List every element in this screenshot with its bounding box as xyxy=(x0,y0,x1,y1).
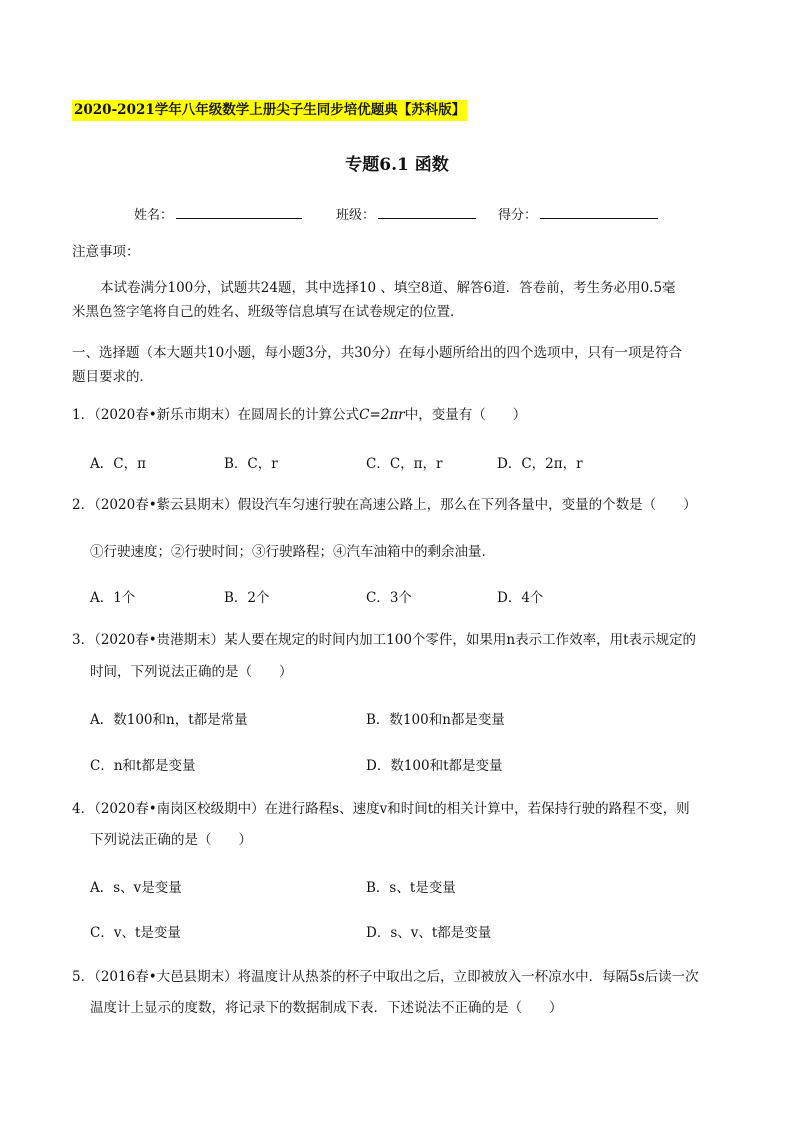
score-blank-line xyxy=(540,218,658,219)
question-1-suffix: 中，变量有（ ） xyxy=(404,407,527,423)
notice-line-2: 米黑色签字笔将自己的姓名、班级等信息填写在试卷规定的位置． xyxy=(72,304,464,320)
section-line-2: 题目要求的． xyxy=(72,369,153,385)
question-3-option-b: B．数100和n都是变量 xyxy=(366,712,505,728)
question-5-stem-line-1: 5．（2016春•大邑县期末）将温度计从热茶的杯子中取出之后，立即被放入一杯凉水中．每隔5s后读一次 xyxy=(72,969,699,985)
question-2-option-b: B．2个 xyxy=(224,590,270,606)
score-label: 得分： xyxy=(498,208,538,223)
question-1-option-d: D．C，2π，r xyxy=(497,456,583,472)
question-4-option-c: C．v、t是变量 xyxy=(90,925,181,941)
question-1-prefix: 1．（2020春•新乐市期末）在圆周长的计算公式 xyxy=(72,407,360,423)
question-3-option-a: A．数100和n，t都是常量 xyxy=(90,712,248,728)
question-1-option-a: A．C，π xyxy=(90,456,146,472)
notice-heading: 注意事项： xyxy=(72,244,140,260)
question-3-option-c: C．n和t都是变量 xyxy=(90,758,196,774)
question-3-option-d: D．数100和t都是变量 xyxy=(366,758,503,774)
class-blank-line xyxy=(378,218,476,219)
question-2-option-c: C．3个 xyxy=(366,590,412,606)
question-4-option-a: A．s、v是变量 xyxy=(90,880,182,896)
question-4-stem-line-1: 4．（2020春•南岗区校级期中）在进行路程s、速度v和时间t的相关计算中，若保持行驶的路程不变，则 xyxy=(72,801,690,817)
question-1-option-c: C．C，π，r xyxy=(366,456,443,472)
question-2-sub: ①行驶速度；②行驶时间；③行驶路程；④汽车油箱中的剩余油量． xyxy=(90,544,495,560)
question-4-option-b: B．s、t是变量 xyxy=(366,880,456,896)
page-title: 专题6.1 函数 xyxy=(345,155,449,175)
name-blank-line xyxy=(176,218,302,219)
question-1-stem xyxy=(72,405,526,425)
notice-line-1: 本试卷满分100分，试题共24题，其中选择10 、填空8道、解答6道．答卷前，考生务必用0.5毫 xyxy=(100,280,676,296)
question-2-option-a: A．1个 xyxy=(90,590,136,606)
question-2-option-d: D．4个 xyxy=(497,590,544,606)
section-line-1: 一、选择题（本大题共10小题，每小题3分，共30分）在每小题所给出的四个选项中，只有一项是符合 xyxy=(72,345,682,361)
question-4-stem-line-2: 下列说法正确的是（ ） xyxy=(90,832,252,848)
question-3-stem-line-1: 3．（2020春•贵港期末）某人要在规定的时间内加工100个零件，如果用n表示工作效率，用t表示规定的 xyxy=(72,632,697,648)
class-label: 班级： xyxy=(336,208,376,223)
series-title: 2020-2021学年八年级数学上册尖子生同步培优题典【苏科版】 xyxy=(72,100,467,121)
name-label: 姓名： xyxy=(134,208,174,223)
question-1-option-b: B．C，r xyxy=(224,456,278,472)
question-1-formula: C=2πr xyxy=(359,407,405,423)
question-2-stem: 2．（2020春•紫云县期末）假设汽车匀速行驶在高速公路上，那么在下列各量中，变量的个数是（ ） xyxy=(72,497,697,513)
question-4-option-d: D．s、v、t都是变量 xyxy=(366,925,492,941)
question-3-stem-line-2: 时间，下列说法正确的是（ ） xyxy=(90,664,293,680)
question-5-stem-line-2: 温度计上显示的度数，将记录下的数据制成下表．下述说法不正确的是（ ） xyxy=(90,1000,563,1016)
